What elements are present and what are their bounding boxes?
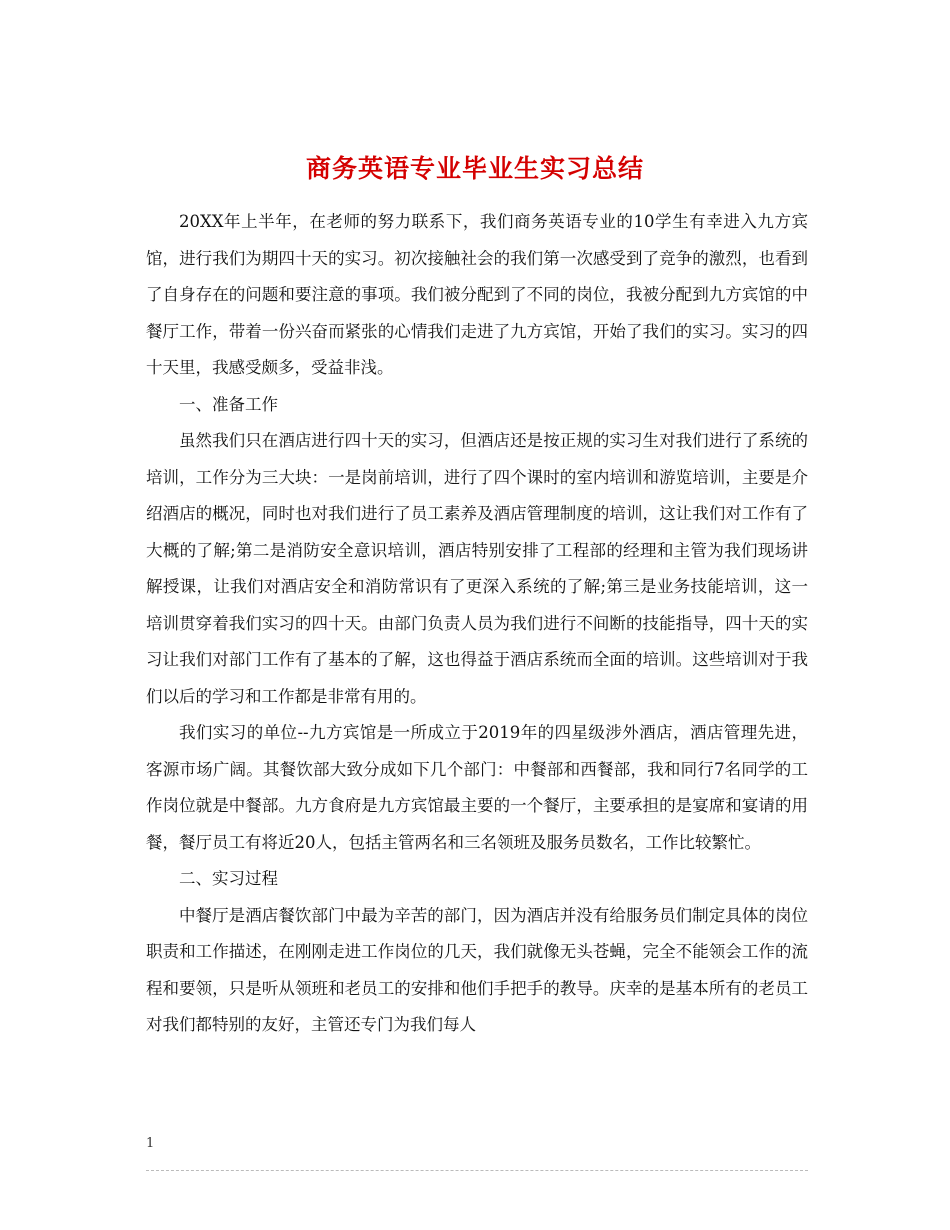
document-title: 商务英语专业毕业生实习总结: [305, 153, 644, 183]
paragraph-training: 虽然我们只在酒店进行四十天的实习，但酒店还是按正规的实习生对我们进行了系统的培训，工作分为三大块：一是岗前培训，进行了四个课时的室内培训和游览培训，主要是介绍酒店的概况，同时也对我们进行了员工素养及酒店管理制度的培训，这让我们对工作有了大概的了解;第二是消防安全意识培训，酒店特别安排了工程部的经理和主管为我们现场讲解授课，让我们对酒店安全和消防常识有了更深入系统的了解;第三是业务技能培训，这一培训贯穿着我们实习的四十天。由部门负责人员为我们进行不间断的技能指导，四十天的实习让我们对部门工作有了基本的了解，这也得益于酒店系统而全面的培训。这些培训对于我们以后的学习和工作都是非常有用的。: [146, 431, 808, 706]
document-body: [146, 204, 808, 1044]
paragraph-hotel-intro: 我们实习的单位--九方宾馆是一所成立于2019年的四星级涉外酒店，酒店管理先进，客源市场广阔。其餐饮部大致分成如下几个部门：中餐部和西餐部，我和同行7名同学的工作岗位就是中餐部。九方食府是九方宾馆最主要的一个餐厅，主要承担的是宴席和宴请的用餐，餐厅员工有将近20人，包括主管两名和三名领班及服务员数名，工作比较繁忙。: [146, 723, 808, 852]
paragraph-process: 中餐厅是酒店餐饮部门中最为辛苦的部门，因为酒店并没有给服务员们制定具体的岗位职责和工作描述，在刚刚走进工作岗位的几天，我们就像无头苍蝇，完全不能领会工作的流程和要领，只是听从领班和老员工的安排和他们手把手的教导。庆幸的是基本所有的老员工对我们都特别的友好，主管还专门为我们每人: [146, 905, 808, 1034]
section-heading-process: 二、实习过程: [179, 869, 278, 888]
page-number: 1: [146, 1136, 155, 1151]
footer-divider: [146, 1170, 808, 1171]
section-heading-preparation: 一、准备工作: [179, 394, 278, 414]
paragraph-intro: 20XX年上半年，在老师的努力联系下，我们商务英语专业的10学生有幸进入九方宾馆，进行我们为期四十天的实习。初次接触社会的我们第一次感受到了竞争的激烈，也看到了自身存在的问题和要注意的事项。我们被分配到了不同的岗位，我被分配到九方宾馆的中餐厅工作，带着一份兴奋而紧张的心情我们走进了九方宾馆，开始了我们的实习。实习的四十天里，我感受颇多，受益非浅。: [146, 212, 808, 377]
